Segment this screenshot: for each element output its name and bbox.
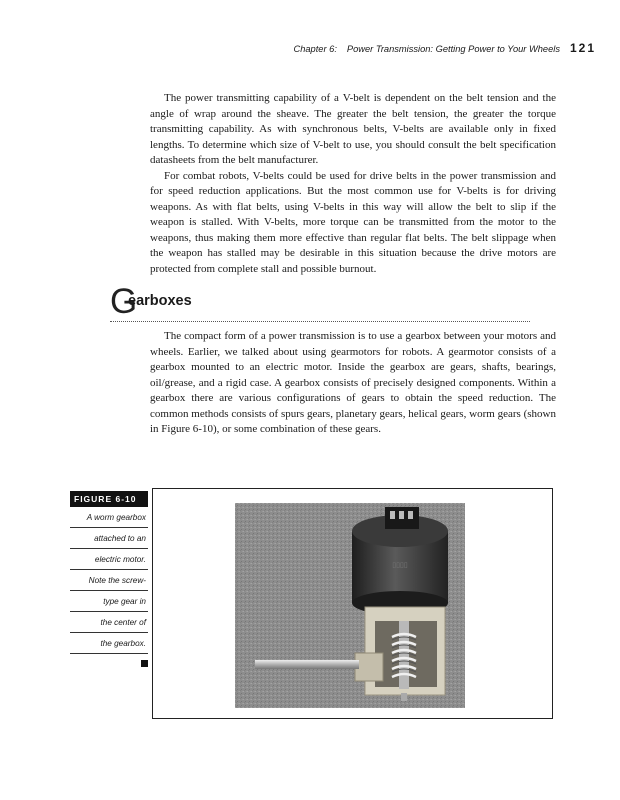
gearboxes-section-body <box>150 329 556 438</box>
drop-cap: G <box>110 282 138 321</box>
vbelt-section-body <box>150 91 556 277</box>
caption-line: electric motor. <box>70 549 148 570</box>
running-header <box>293 41 596 57</box>
caption-line: the center of <box>70 612 148 633</box>
caption-line: attached to an <box>70 528 148 549</box>
chapter-title: Power Transmission: Getting Power to Your Wheels <box>346 44 560 54</box>
paragraph: The power transmitting capability of a V-belt is dependent on the belt tension and the angle of wrap around the sheave. The greater the belt tension, the greater the torque transmitting capability. As with synchronous belts, V-belts are available only in fixed lengths. To determine which size of V-belt to use, you should consult the belt specification datasheets from the belt manufacturer. <box>150 92 556 166</box>
page-number: 121 <box>569 41 596 55</box>
section-heading-gearboxes <box>110 283 530 322</box>
caption-line: Note the screw- <box>70 570 148 591</box>
section-heading-text: earboxes <box>128 293 192 309</box>
figure-caption-panel <box>70 491 148 667</box>
paragraph: For combat robots, V-belts could be used for drive belts in the power transmission and for speed reduction applications. But the most common use for V-belts is for driving weapons. As with flat belts, using V-belts in this way will allow the belt to slip if the weapon is stalled. With V-belts, more torque can be transmitted from the motor to the weapons, thus making them more effective than regular flat belts. The belt slippage when the weapon has stalled may be desirable in this situation because the drive motors are protected from complete stall and possible burnout. <box>150 169 556 275</box>
figure-frame <box>152 488 553 719</box>
caption-line: type gear in <box>70 591 148 612</box>
end-of-caption-mark <box>141 660 148 667</box>
figure-label: FIGURE 6-10 <box>70 491 148 507</box>
caption-line: the gearbox. <box>70 633 148 654</box>
caption-line: A worm gearbox <box>70 507 148 528</box>
svg-text:▯▯▯▯: ▯▯▯▯ <box>392 562 408 569</box>
worm-gearbox-photo <box>235 503 465 708</box>
paragraph: The compact form of a power transmission is to use a gearbox between your motors and wheels. Earlier, we talked about using gearmotors for robots. A gearmotor consists of a gearbox mounted to an electric motor. Inside the gearbox are gears, shafts, bearings, oil/grease, and a rigid case. A gearbox consists of precisely designed components. Within a gearbox there are various configurations of gears to obtain the speed reduction. The common methods consists of spurs gears, planetary gears, helical gears, worm gears (shown in Figure 6-10), or some combination of these gears. <box>150 330 556 435</box>
chapter-label: Chapter 6: <box>293 44 337 54</box>
